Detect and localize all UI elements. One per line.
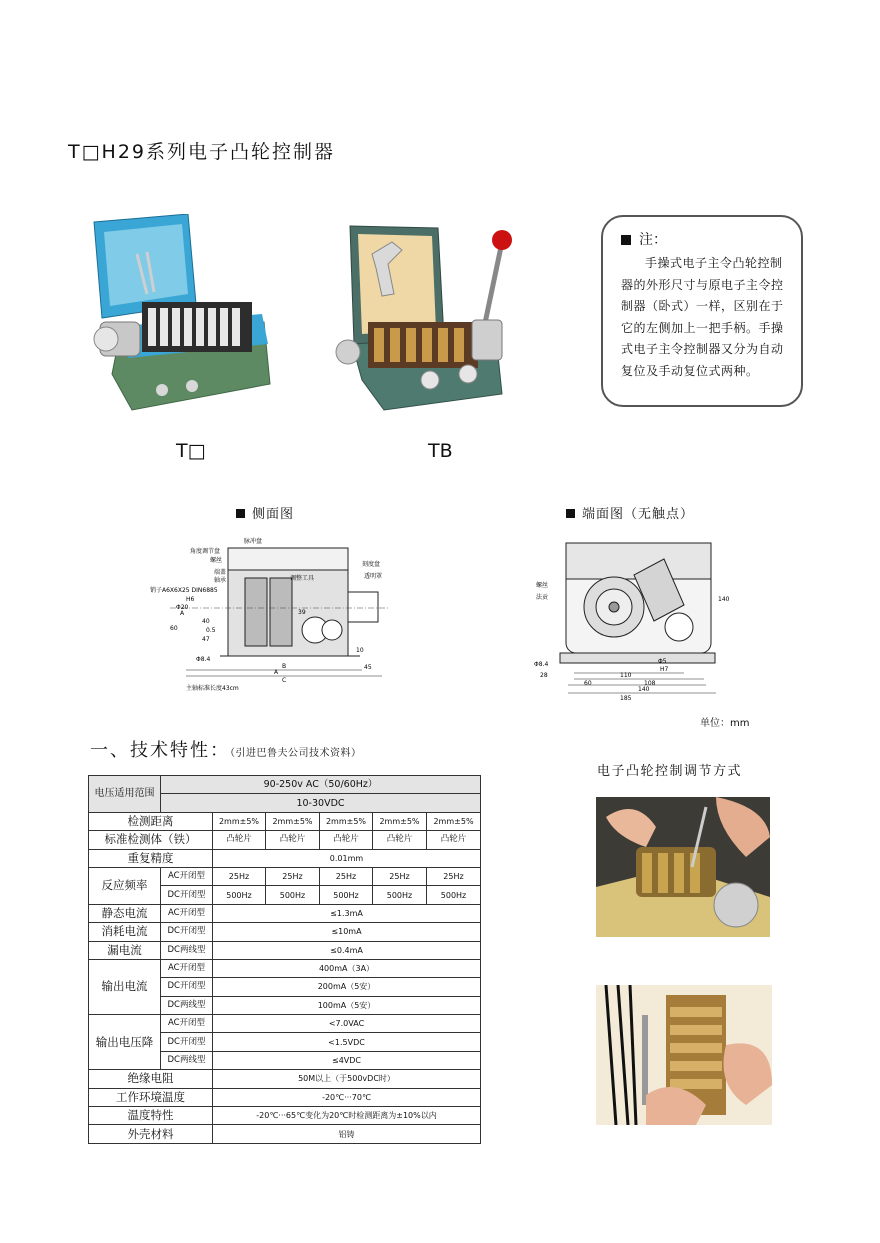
freq-ac-value: 25Hz (266, 867, 320, 885)
env-temp-label: 工作环境温度 (89, 1088, 213, 1106)
unit-label: 单位：mm (700, 718, 750, 729)
side-view-drawing (150, 530, 400, 700)
out-drop-sub: DC开闭型 (161, 1033, 213, 1051)
static-sub: AC开闭型 (161, 904, 213, 922)
dim-28: 28 (540, 672, 548, 679)
out-drop-value: <7.0VAC (213, 1015, 481, 1033)
end-view-drawing (534, 535, 734, 705)
freq-dc-label: DC开闭型 (161, 886, 213, 904)
dim-end-140: 140 (638, 686, 650, 693)
dim-39: 39 (298, 609, 306, 616)
dim-185: 185 (620, 695, 632, 702)
spec-row-out-drop-ac (89, 1015, 481, 1033)
tb-handle-controller-photo (332, 224, 514, 416)
freq-ac-value: 25Hz (320, 867, 373, 885)
target-value: 凸轮片 (427, 831, 481, 849)
detect-value: 2mm±5% (320, 812, 373, 830)
label-bearing: 轴承 (214, 577, 227, 584)
insulation-value: 50M以上（于500vDC时） (213, 1070, 481, 1088)
freq-dc-value: 500Hz (320, 886, 373, 904)
voltage-label: 电压适用范围 (89, 776, 161, 813)
label-shaft-length: 主轴标准长度43cm (186, 685, 239, 692)
target-value: 凸轮片 (320, 831, 373, 849)
product-caption-tb: TB (428, 440, 453, 462)
dim-d84: Φ8.4 (196, 656, 211, 663)
dim-10: 10 (356, 647, 364, 654)
consume-value: ≤10mA (213, 923, 481, 941)
out-drop-value: <1.5VDC (213, 1033, 481, 1051)
out-current-sub: DC开闭型 (161, 978, 213, 996)
label-spring: 法贡 (536, 594, 549, 601)
static-label: 静态电流 (89, 904, 161, 922)
label-tool: 调整工具 (290, 575, 315, 582)
detect-value: 2mm±5% (373, 812, 427, 830)
dim-end-60: 60 (584, 680, 592, 687)
spec-row-target (89, 831, 481, 849)
spec-row-out-current-ac (89, 959, 481, 977)
dim-c: C (282, 677, 287, 684)
temp-char-label: 温度特性 (89, 1107, 213, 1125)
side-view-title: 侧面图 (236, 503, 294, 522)
freq-ac-value: 25Hz (427, 867, 481, 885)
label-screw: 螺丝 (210, 557, 223, 564)
voltage-ac: 90-250v AC（50/60Hz） (161, 776, 481, 794)
detect-value: 2mm±5% (213, 812, 266, 830)
out-drop-sub: AC开闭型 (161, 1015, 213, 1033)
spec-row-static (89, 904, 481, 922)
out-current-sub: AC开闭型 (161, 959, 213, 977)
detect-label: 检测距离 (89, 812, 213, 830)
freq-ac-value: 25Hz (213, 867, 266, 885)
consume-sub: DC开闭型 (161, 923, 213, 941)
spec-row-env-temp (89, 1088, 481, 1106)
dim-110: 110 (620, 672, 632, 679)
detect-value: 2mm±5% (427, 812, 481, 830)
spec-row-shell (89, 1125, 481, 1143)
dim-end-d84: Φ8.4 (534, 661, 549, 668)
dim-b: B (282, 663, 287, 670)
adjustment-photos-title: 电子凸轮控制调节方式 (597, 764, 743, 779)
dim-a-left: A (180, 610, 185, 617)
adjustment-photo-1 (596, 797, 770, 937)
repeat-label: 重复精度 (89, 849, 213, 867)
dim-d5: Φ5 (658, 658, 667, 665)
dim-47: 47 (202, 636, 210, 643)
dim-h7: H7 (660, 666, 669, 673)
label-angle-disk: 角度调节盘 (190, 548, 221, 555)
product-caption-t: T□ (176, 440, 206, 462)
temp-char-value: -20℃···65℃变化为20℃时检测距离为±10%以内 (213, 1107, 481, 1125)
spec-row-consume (89, 923, 481, 941)
insulation-label: 绝缘电阻 (89, 1070, 213, 1088)
freq-dc-value: 500Hz (427, 886, 481, 904)
spec-row-voltage-ac (89, 776, 481, 794)
label-end-screw: 螺丝 (536, 582, 549, 589)
note-box (601, 215, 803, 407)
label-pulse-disk: 脉冲盘 (244, 538, 263, 545)
label-window: 透明罩 (364, 573, 383, 580)
label-key: 销子A6X6X25 DIN6885 (150, 587, 218, 594)
spec-row-freq-ac (89, 867, 481, 885)
spec-table (88, 775, 481, 1144)
out-drop-label: 输出电压降 (89, 1015, 161, 1070)
end-view-title: 端面图（无触点） (566, 503, 694, 522)
out-current-sub: DC两线型 (161, 996, 213, 1014)
dim-05: 0.5 (206, 627, 216, 634)
static-value: ≤1.3mA (213, 904, 481, 922)
consume-label: 消耗电流 (89, 923, 161, 941)
freq-dc-value: 500Hz (213, 886, 266, 904)
spec-row-insulation (89, 1070, 481, 1088)
repeat-value: 0.01mm (213, 849, 481, 867)
out-current-value: 400mA（3A） (213, 959, 481, 977)
out-current-value: 200mA（5安） (213, 978, 481, 996)
out-drop-sub: DC两线型 (161, 1051, 213, 1069)
freq-ac-value: 25Hz (373, 867, 427, 885)
dim-108: 108 (644, 680, 656, 687)
shell-label: 外壳材料 (89, 1125, 213, 1143)
t-controller-photo (92, 214, 274, 414)
leak-label: 漏电流 (89, 941, 161, 959)
note-heading: 注： (621, 229, 787, 249)
out-current-value: 100mA（5安） (213, 996, 481, 1014)
spec-row-temp-char (89, 1107, 481, 1125)
spec-row-leak (89, 941, 481, 959)
detect-value: 2mm±5% (266, 812, 320, 830)
dim-45: 45 (364, 664, 372, 671)
dim-a-bottom: A (274, 669, 279, 676)
leak-value: ≤0.4mA (213, 941, 481, 959)
dim-h6: H6 (186, 596, 195, 603)
adjustment-photo-2 (596, 985, 772, 1125)
target-value: 凸轮片 (266, 831, 320, 849)
dim-d20: Φ20 (176, 604, 189, 611)
dim-40: 40 (202, 618, 210, 625)
label-cover: 端盖 (214, 569, 227, 576)
dim-140-vertical: 140 (718, 596, 730, 603)
spec-row-repeat (89, 849, 481, 867)
target-label: 标准检测体（铁） (89, 831, 213, 849)
out-drop-value: ≤4VDC (213, 1051, 481, 1069)
shell-value: 铝铸 (213, 1125, 481, 1143)
out-current-label: 输出电流 (89, 959, 161, 1014)
freq-label: 反应频率 (89, 867, 161, 904)
voltage-dc: 10-30VDC (161, 794, 481, 812)
freq-dc-value: 500Hz (266, 886, 320, 904)
spec-heading: 一、技术特性：（引进巴鲁夫公司技术资料） (90, 740, 362, 761)
dim-60: 60 (170, 625, 178, 632)
note-text: 手操式电子主令凸轮控制器的外形尺寸与原电子主令控制器（卧式）一样，区别在于它的左侧加上一把手柄。手操式电子主令控制器又分为自动复位及手动复位式两种。 (621, 256, 784, 378)
label-scale-disk: 刻度盘 (362, 561, 381, 568)
freq-ac-label: AC开闭型 (161, 867, 213, 885)
freq-dc-value: 500Hz (373, 886, 427, 904)
target-value: 凸轮片 (213, 831, 266, 849)
env-temp-value: -20℃···70℃ (213, 1088, 481, 1106)
target-value: 凸轮片 (373, 831, 427, 849)
page-title: T□H29系列电子凸轮控制器 (68, 141, 336, 163)
leak-sub: DC两线型 (161, 941, 213, 959)
spec-row-detect (89, 812, 481, 830)
